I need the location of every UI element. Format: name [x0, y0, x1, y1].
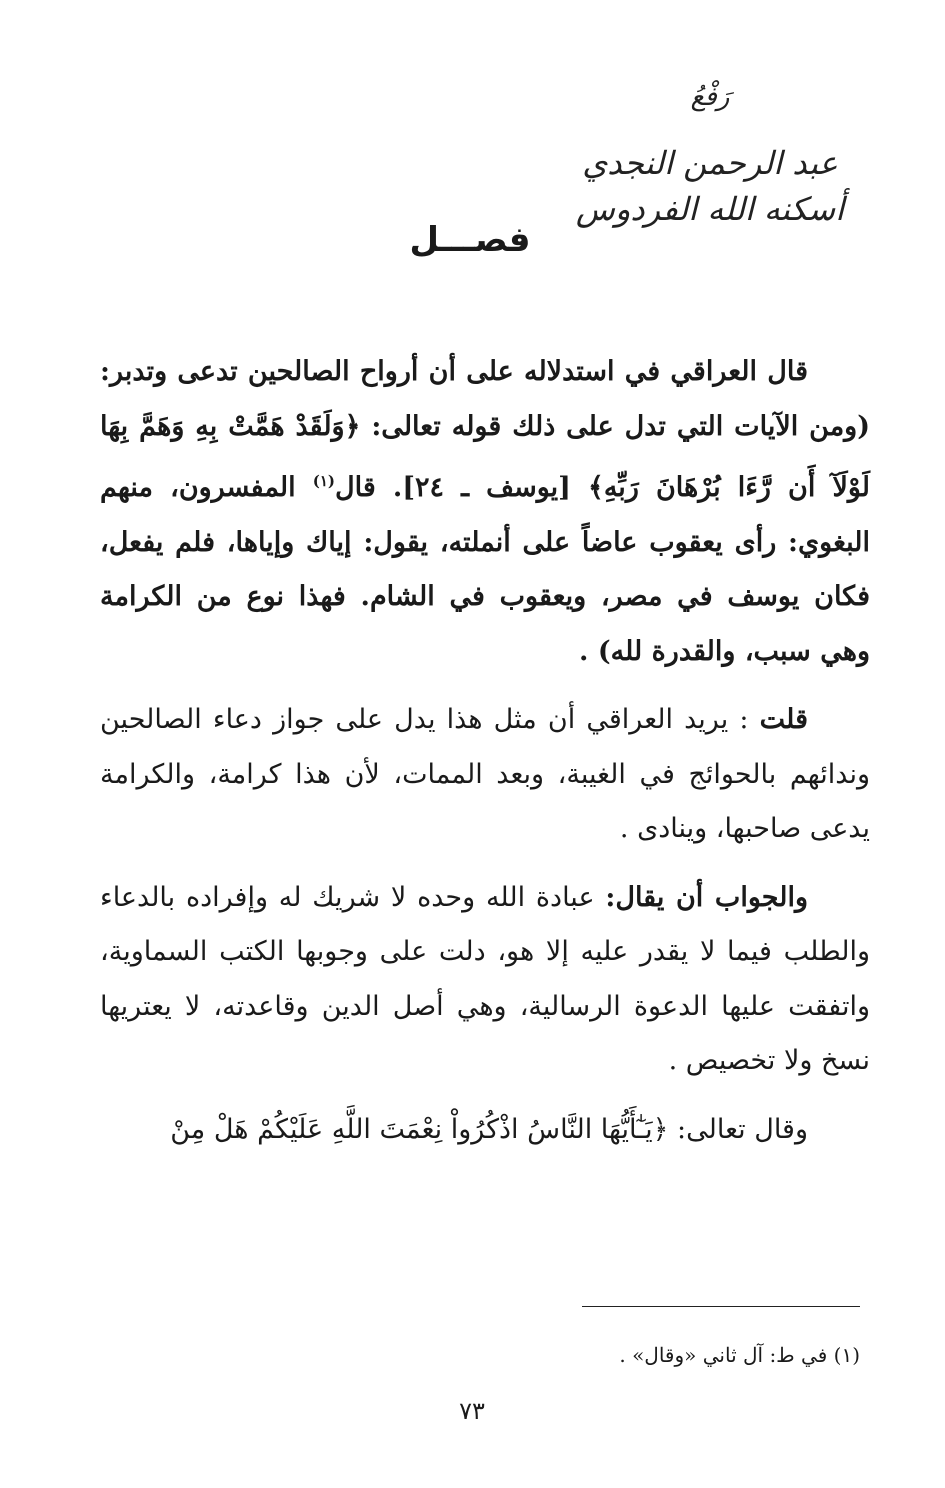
paragraph-4 [100, 1103, 870, 1158]
paragraph-4-text: وقال تعالى: ﴿يَـٰٓأَيُّهَا النَّاسُ اذْكُرُواْ نِعْمَتَ اللَّهِ عَلَيْكُمْ هَلْ مِنْ [170, 1113, 808, 1145]
stamp-line-1: رَفْعُ [690, 82, 730, 112]
paragraph-3-text: عبادة الله وحده لا شريك له وإفراده بالدعاء والطلب فيما لا يقدر عليه إلا هو، دلت على وجوبها الكتب السماوية، واتفقت عليها الدعوة الرسالية، وهي أصل الدين وقاعدته، لا يعتريها نسخ ولا تخصيص . [100, 881, 870, 1076]
footnote-divider [582, 1306, 860, 1307]
section-heading: فصـــل [409, 220, 531, 260]
paragraph-3-lead: والجواب أن يقال: [605, 881, 808, 913]
paragraph-2-text: : يريد العراقي أن مثل هذا يدل على جواز دعاء الصالحين وندائهم بالحوائج في الغيبة، وبعد الممات، لأن هذا كرامة، والكرامة يدعى صاحبها، وينادى . [100, 704, 870, 844]
owner-stamp [560, 82, 860, 252]
page-number: ٧٣ [459, 1397, 485, 1425]
footnote: (١) في ط: آل ثاني «وقال» . [619, 1343, 860, 1367]
footnote-marker: (١) [312, 472, 336, 490]
paragraph-2-lead: قلت [759, 704, 808, 735]
paragraph-3 [100, 871, 870, 1089]
paragraph-2 [100, 693, 870, 857]
main-text [100, 345, 870, 1171]
paragraph-1 [100, 345, 870, 679]
paragraph-1-rest: المفسرون، منهم البغوي: رأى يعقوب عاضاً على أنملته، يقول: إياك وإياها، فلم يفعل، فكان يوسف في مصر، ويعقوب في الشام. فهذا نوع من الكرامة وهي سبب، والقدرة لله) . [100, 472, 870, 667]
stamp-line-3: أسكنه الله الفردوس [575, 190, 845, 228]
paragraph-1-bold: قال العراقي في استدلاله على أن أرواح الصالحين تدعى وتدبر: (ومن الآيات التي تدل على ذلك قوله تعالى: ﴿وَلَقَدْ هَمَّتْ بِهِ وَهَمَّ بِهَا لَوْلَآ أَن رَّءَا بُرْهَانَ رَبِّهِ﴾ [يوسف ـ ٢٤]. قال [100, 356, 871, 503]
stamp-line-2: عبد الرحمن النجدي [582, 144, 838, 182]
